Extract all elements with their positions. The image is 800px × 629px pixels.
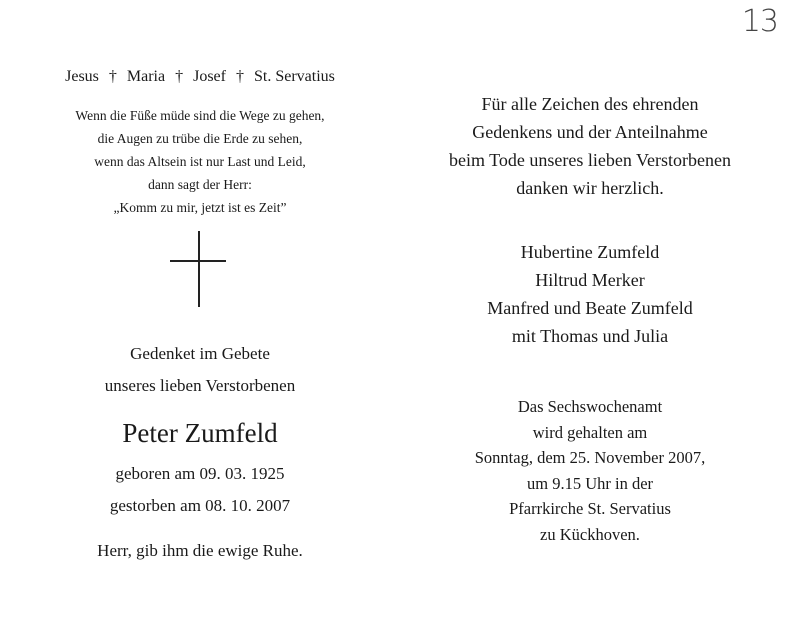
cross-icon bbox=[170, 231, 226, 307]
cross-dagger-icon: † bbox=[108, 68, 117, 85]
thanks-line: Gedenkens und der Anteilnahme bbox=[472, 122, 708, 142]
deceased-name: Peter Zumfeld bbox=[122, 418, 278, 448]
family-names bbox=[410, 238, 770, 350]
family-member: Hiltrud Merker bbox=[535, 270, 645, 290]
saint-josef: Josef bbox=[193, 68, 226, 85]
saint-jesus: Jesus bbox=[65, 68, 99, 85]
thanks-line: Für alle Zeichen des ehrenden bbox=[481, 94, 699, 114]
thanks-line: danken wir herzlich. bbox=[516, 178, 664, 198]
thanks-line: beim Tode unseres lieben Verstorbenen bbox=[449, 150, 731, 170]
saint-maria: Maria bbox=[126, 68, 166, 85]
death-date: gestorben am 08. 10. 2007 bbox=[109, 496, 291, 515]
mass-line: wird gehalten am bbox=[532, 422, 648, 442]
poem-line: Wenn die Füße müde sind die Wege zu gehen, bbox=[75, 108, 325, 123]
mass-line: Pfarrkirche St. Servatius bbox=[509, 499, 671, 518]
poem-line: „Komm zu mir, jetzt ist es Zeit” bbox=[113, 200, 287, 215]
page-number: 13 bbox=[741, 4, 778, 39]
prayer-line: unseres lieben Verstorbenen bbox=[104, 376, 296, 395]
cross-dagger-icon: † bbox=[235, 68, 244, 85]
mass-line: Sonntag, dem 25. November 2007, bbox=[474, 448, 706, 467]
life-dates bbox=[30, 458, 370, 522]
family-member: mit Thomas und Julia bbox=[511, 326, 669, 346]
saints-line bbox=[30, 68, 370, 86]
mass-line: Das Sechswochenamt bbox=[517, 397, 663, 416]
poem bbox=[30, 104, 370, 219]
mass-announcement bbox=[410, 394, 770, 547]
thanks-text bbox=[410, 90, 770, 202]
family-member: Hubertine Zumfeld bbox=[520, 242, 660, 262]
rest-prayer: Herr, gib ihm die ewige Ruhe. bbox=[97, 541, 303, 560]
cross-dagger-icon: † bbox=[175, 68, 184, 85]
poem-line: wenn das Altsein ist nur Last und Leid, bbox=[94, 154, 306, 169]
saint-servatius: St. Servatius bbox=[253, 68, 335, 85]
prayer-request bbox=[30, 338, 370, 402]
poem-line: die Augen zu trübe die Erde zu sehen, bbox=[97, 131, 303, 146]
family-member: Manfred und Beate Zumfeld bbox=[487, 298, 693, 318]
mass-line: zu Kückhoven. bbox=[540, 524, 640, 544]
birth-date: geboren am 09. 03. 1925 bbox=[115, 464, 285, 483]
prayer-line: Gedenket im Gebete bbox=[130, 344, 270, 363]
mass-line: um 9.15 Uhr in der bbox=[526, 473, 654, 493]
poem-line: dann sagt der Herr: bbox=[148, 177, 252, 192]
